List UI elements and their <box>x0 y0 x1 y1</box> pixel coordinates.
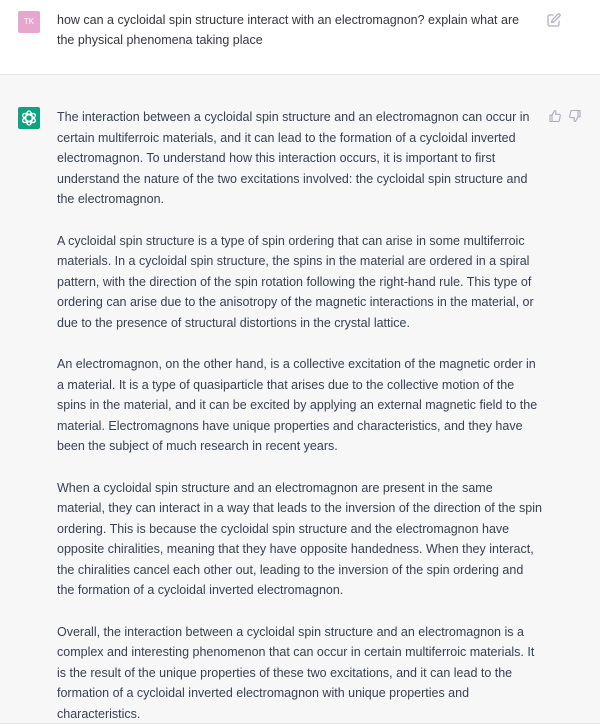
assistant-message-text <box>57 107 543 724</box>
thumbs-down-icon[interactable] <box>568 109 582 123</box>
user-message-row <box>0 0 600 75</box>
assistant-paragraph: The interaction between a cycloidal spin structure and an electromagnon can occur in certain multiferroic materials, and it can lead to the formation of a cycloidal inverted electromagnon. To understand how this interaction occurs, it is important to first understand the nature of the two excitations involved: the cycloidal spin structure and the electromagnon. <box>57 110 530 206</box>
assistant-paragraph: When a cycloidal spin structure and an electromagnon are present in the same material, they can interact in a way that leads to the inversion of the direction of the spin ordering. This is because the cycloidal spin structure and the electromagnon have opposite chiralities, meaning that they have opposite handedness. When they interact, the chiralities cancel each other out, leading to the inversion of the spin ordering and the formation of a cycloidal inverted electromagnon. <box>57 480 542 597</box>
user-message-text: how can a cycloidal spin structure interact with an electromagnon? explain what are the physical phenomena taking place <box>57 13 520 47</box>
chatgpt-logo-icon <box>18 107 40 129</box>
edit-icon[interactable] <box>546 12 562 28</box>
assistant-paragraph: Overall, the interaction between a cycloidal spin structure and an electromagnon is a complex and interesting phenomenon that can occur in certain multiferroic materials. It is the result of the unique properties of these two excitations, and it can lead to the formation of a cycloidal inverted electromagnon with unique properties and characteristics. <box>57 624 535 721</box>
assistant-paragraph: An electromagnon, on the other hand, is a collective excitation of the magnetic order in a material. It is a type of quasiparticle that arises due to the collective motion of the spins in the material, and it can be excited by applying an external magnetic field to the material. Electromagnons have unique properties and characteristics, and they have been the subject of much research in recent years. <box>57 357 538 453</box>
assistant-paragraph: A cycloidal spin structure is a type of spin ordering that can arise in some multiferroic materials. In a cycloidal spin structure, the spins in the material are ordered in a spiral pattern, with the direction of the spin rotation following the right-hand rule. This type of ordering can arise due to the anisotropy of the magnetic interactions in the material, or due to the presence of structural distortions in the crystal lattice. <box>57 233 534 330</box>
assistant-message-row <box>0 75 600 724</box>
thumbs-up-icon[interactable] <box>548 109 562 123</box>
user-avatar: TK <box>18 11 40 33</box>
